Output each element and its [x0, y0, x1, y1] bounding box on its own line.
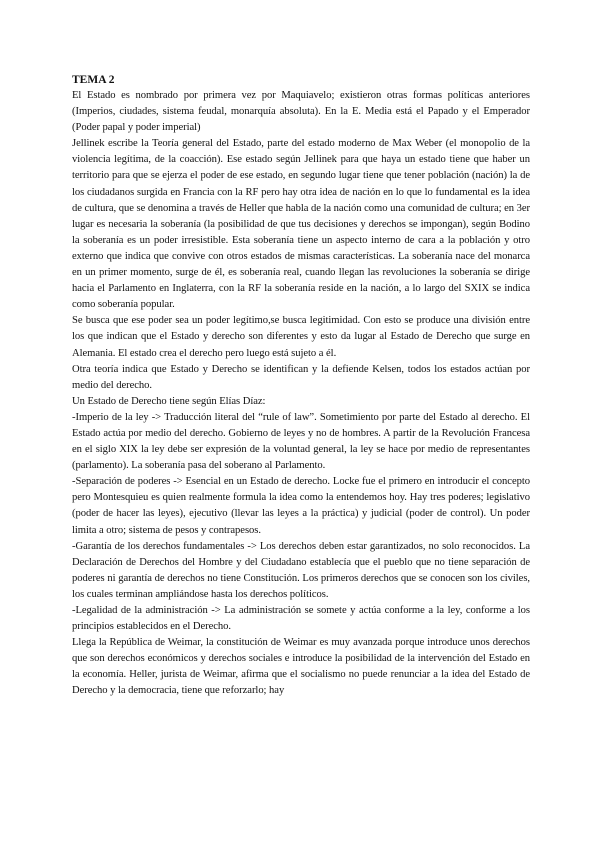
paragraph-legitimacy: Se busca que ese poder sea un poder legítimo,se busca legitimidad. Con esto se produce una división entre los que indican que el Estado y derecho son diferentes y esto da lugar al Estado de Derecho que surge en Alemania. El estado crea el derecho pero luego está sujeto a él.	[72, 315, 530, 359]
paragraph-separacion-poderes: -Separación de poderes -> Esencial en un Estado de derecho. Locke fue el primero en introducir el concepto pero Montesquieu es quien realmente formula la idea como la entendemos hoy. Hay tres poderes; legislativo (poder de hacer las leyes), ejecutivo (llevar las leyes a la práctica) y judicial (poder de control). Un poder limita a otro; sistema de pesos y contrapesos.	[72, 476, 530, 536]
document-page	[72, 72, 530, 700]
paragraph-legalidad-administracion: -Legalidad de la administración -> La administración se somete y actúa conforme a la ley, conforme a los principios establecidos en el Derecho.	[72, 605, 530, 633]
paragraph-derechos-fundamentales: -Garantía de los derechos fundamentales -> Los derechos deben estar garantizados, no solo reconocidos. La Declaración de Derechos del Hombre y del Ciudadano establecía que el pueblo que no tiene separación de poderes ni garantía de derechos no tiene Constitución. Los primeros derechos que se conocen son los civiles, los cuales terminan ampliándose hasta los derechos políticos.	[72, 540, 530, 600]
paragraph-kelsen: Otra teoría indica que Estado y Derecho se identifican y la defiende Kelsen, todos los estados actúan por medio del derecho.	[72, 363, 530, 391]
paragraph-weimar: Llega la República de Weimar, la constitución de Weimar es muy avanzada porque introduce unos derechos que son derechos económicos y derechos sociales e introduce la posibilidad de la intervención del Estado en la economía. Heller, jurista de Weimar, afirma que el socialismo no puede renunciar a la idea del Estado de Derecho y la democracia, tiene que reforzarlo; hay	[72, 637, 530, 697]
paragraph-elias-diaz: Un Estado de Derecho tiene según Elías Díaz:	[72, 395, 266, 407]
paragraph-jellinek: Jellinek escribe la Teoría general del Estado, parte del estado moderno de Max Weber (el monopolio de la violencia legítima, de la coacción). Ese estado según Jellinek para que haya un estado tiene que haber un territorio para que se ejerza el poder de ese estado, en segundo lugar tiene que tener población (nación) la de los ciudadanos surgida en Francia con la RF pero hay otra idea de nación en lo que lo fundamental es la idea de cultura, que se denomina a través de Heller que habla de la nación como una comunidad de cultura; en 3er lugar es necesaria la soberanía (la posibilidad de que tus decisiones y derechos se impongan), según Bodino la soberanía es un poder irresistible. Esta soberanía tiene un aspecto interno de cara a la población y otro externo que indica que convive con otros estados de mismas características. La soberanía nace del monarca en un primer momento, surge de él, es soberanía real, cuando llegan las revoluciones la soberanía se dirige hacia el Parlamento en Inglaterra, con la RF la soberanía reside en la nación, a lo largo del SXIX se indica como soberanía popular.	[72, 138, 530, 311]
paragraph-imperio-ley: -Imperio de la ley -> Traducción literal del “rule of law”. Sometimiento por parte del Estado al derecho. El Estado actúa por medio del derecho. Gobierno de leyes y no de hombres. A partir de la Revolución Francesa en el siglo XIX la ley debe ser expresión de la voluntad general, la ley se hace por medio de representantes (parlamento). La soberanía pasa del soberano al Parlamento.	[72, 411, 530, 472]
document-title: TEMA 2	[72, 74, 115, 86]
paragraph-origin-state: El Estado es nombrado por primera vez por Maquiavelo; existieron otras formas políticas anteriores (Imperios, ciudades, sistema feudal, monarquía absoluta). En la E. Media está el Papado y el Emperador (Poder papal y poder imperial)	[72, 90, 530, 134]
